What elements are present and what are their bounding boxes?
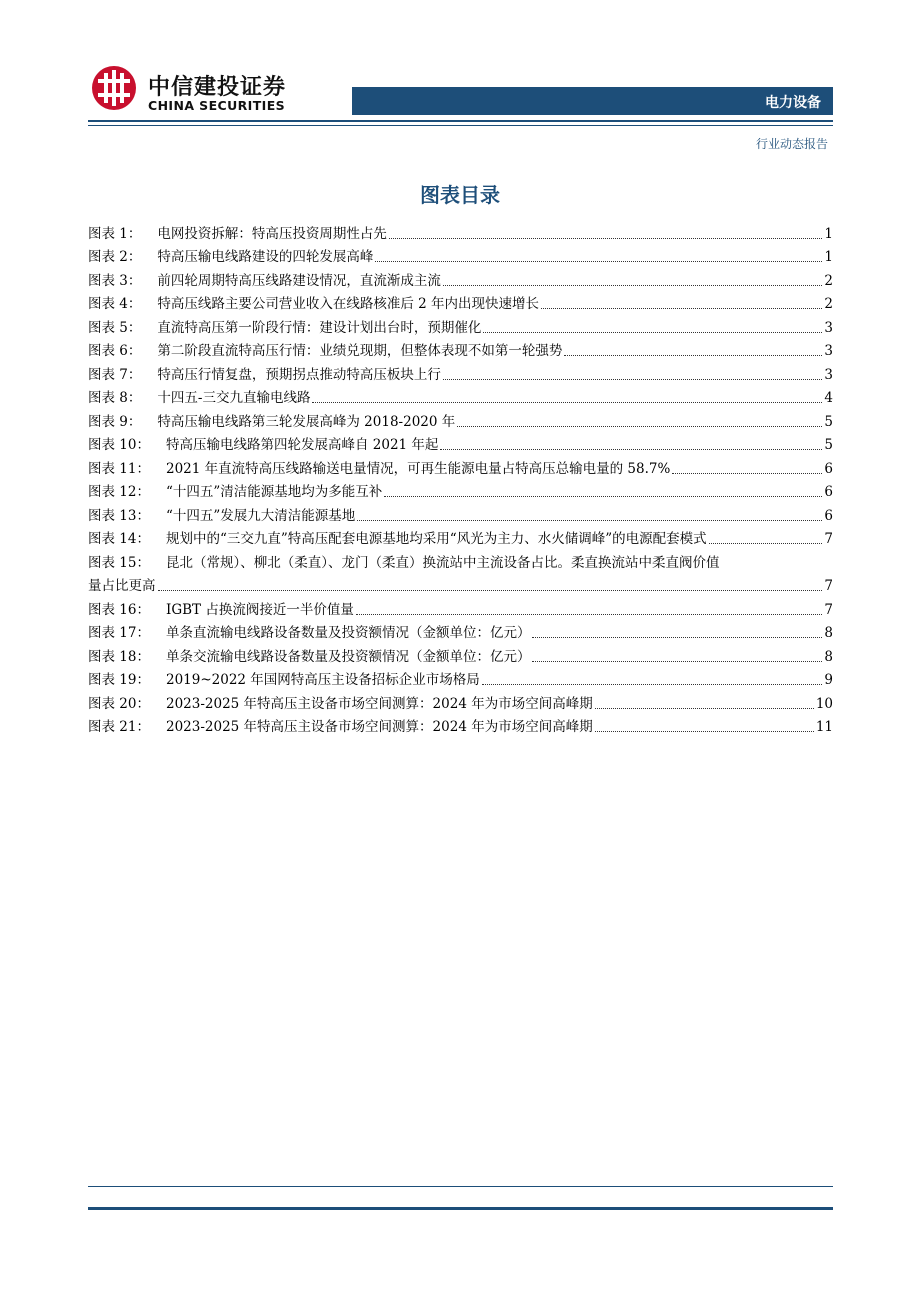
header-divider <box>88 120 833 122</box>
toc-entry-title: “十四五”清洁能源基地均为多能互补 <box>165 484 383 500</box>
toc-entry-title: 特高压行情复盘，预期拐点推动特高压板块上行 <box>157 366 441 383</box>
toc-dot-leader <box>158 590 823 591</box>
sector-label: 电力设备 <box>765 95 821 111</box>
toc-entry[interactable] <box>88 620 833 644</box>
report-type: 行业动态报告 <box>755 137 828 151</box>
toc-title: 图表目录 <box>420 183 500 207</box>
toc-entry[interactable] <box>88 385 833 409</box>
toc-entry-number: 图表 2： <box>88 249 142 265</box>
toc-entry-title: 规划中的“三交九直”特高压配套电源基地均采用“风光为主力、水火储调峰”的电源配套模式 <box>165 531 707 547</box>
toc-entry-number: 图表 17： <box>88 625 150 641</box>
toc-entry-number: 图表 14： <box>88 531 150 547</box>
toc-entry-title: 特高压输电线路第三轮发展高峰为 2018-2020 年 <box>157 413 456 430</box>
toc-entry-title: 特高压线路主要公司营业收入在线路核准后 2 年内出现快速增长 <box>157 296 540 312</box>
footer-divider <box>88 1207 833 1210</box>
toc-entry-title-continued: 量占比更高 <box>88 578 156 594</box>
toc-entry-page: 2 <box>824 296 833 312</box>
toc-entry-number: 图表 1： <box>88 225 142 242</box>
toc-entry[interactable] <box>88 314 833 338</box>
company-name-cn: 中信建投证券 <box>148 75 287 100</box>
toc-dot-leader <box>384 496 822 497</box>
header-divider-thin <box>88 125 833 126</box>
toc-dot-leader <box>595 731 814 732</box>
toc-entry-page: 6 <box>824 460 833 477</box>
toc-entry[interactable] <box>88 643 833 667</box>
toc-entry-number: 图表 21： <box>88 719 150 735</box>
toc-dot-leader <box>443 285 823 286</box>
toc-entry-number: 图表 20： <box>88 695 150 712</box>
toc-entry[interactable] <box>88 479 833 503</box>
toc-entry[interactable] <box>88 220 833 244</box>
toc-dot-leader <box>457 426 822 427</box>
toc-entry[interactable] <box>88 714 833 738</box>
toc-dot-leader <box>564 355 822 356</box>
toc-dot-leader <box>483 332 822 333</box>
toc-entry-number: 图表 7： <box>88 366 142 383</box>
toc-entry[interactable] <box>88 455 833 479</box>
toc-entry-page: 3 <box>824 366 833 383</box>
toc-entry[interactable] <box>88 667 833 691</box>
toc-entry-page: 1 <box>824 249 833 265</box>
toc-entry-number: 图表 3： <box>88 272 142 289</box>
toc-dot-leader <box>356 614 823 615</box>
toc-entry-number: 图表 10： <box>88 437 150 453</box>
toc-dot-leader <box>672 473 822 474</box>
toc-entry-page: 7 <box>824 601 833 618</box>
company-name-en: CHINA SECURITIES <box>148 98 286 113</box>
toc-entry-title: 十四五-三交九直输电线路 <box>157 390 311 406</box>
toc-dot-leader <box>440 449 822 450</box>
toc-entry-title: 前四轮周期特高压线路建设情况，直流渐成主流 <box>157 272 441 289</box>
toc-entry-continuation[interactable] <box>88 573 833 597</box>
toc-entry-title: 电网投资拆解：特高压投资周期性占先 <box>157 225 387 242</box>
toc-entry-title: 2023-2025 年特高压主设备市场空间测算：2024 年为市场空间高峰期 <box>165 695 593 712</box>
toc-dot-leader <box>595 708 814 709</box>
toc-entry-number: 图表 13： <box>88 507 150 524</box>
toc-entry[interactable] <box>88 338 833 362</box>
toc-entry-page: 9 <box>824 672 833 688</box>
toc-entry-page: 7 <box>824 531 833 547</box>
toc-entry-title: 第二阶段直流特高压行情：业绩兑现期，但整体表现不如第一轮强势 <box>157 343 563 359</box>
toc-entry[interactable] <box>88 549 833 573</box>
toc-entry-page: 1 <box>824 225 833 242</box>
toc-entry-page: 8 <box>824 648 833 665</box>
toc-entry-title: 特高压输电线路建设的四轮发展高峰 <box>157 249 374 265</box>
company-logo <box>90 64 310 120</box>
toc-entry-number: 图表 19： <box>88 672 150 688</box>
toc-entry-title: 直流特高压第一阶段行情：建设计划出台时，预期催化 <box>157 319 482 336</box>
toc-dot-leader <box>532 661 822 662</box>
toc-entry-number: 图表 18： <box>88 648 150 665</box>
toc-entry-page: 6 <box>824 484 833 500</box>
toc-entry-page: 3 <box>824 343 833 359</box>
toc-entry-number: 图表 9： <box>88 413 142 430</box>
toc-dot-leader <box>375 261 822 262</box>
toc-entry-page: 3 <box>824 319 833 336</box>
footer-divider-thin <box>88 1186 833 1187</box>
toc-entry-title: 昆北（常规）、柳北（柔直）、龙门（柔直）换流站中主流设备占比。柔直换流站中柔直阀价值 <box>165 554 720 571</box>
toc-dot-leader <box>389 238 823 239</box>
toc-entry-title: IGBT 占换流阀接近一半价值量 <box>165 601 354 618</box>
toc-entry[interactable] <box>88 596 833 620</box>
toc-dot-leader <box>357 520 822 521</box>
table-of-figures <box>88 220 833 737</box>
toc-entry-page: 7 <box>824 578 833 594</box>
toc-entry-number: 图表 4： <box>88 296 142 312</box>
sector-banner <box>352 87 833 115</box>
toc-entry-number: 图表 12： <box>88 484 150 500</box>
toc-entry[interactable] <box>88 690 833 714</box>
toc-entry-number: 图表 15： <box>88 554 150 571</box>
toc-entry[interactable] <box>88 291 833 315</box>
toc-entry-number: 图表 16： <box>88 601 150 618</box>
toc-entry-page: 4 <box>824 390 833 406</box>
toc-entry[interactable] <box>88 267 833 291</box>
toc-entry-number: 图表 8： <box>88 390 142 406</box>
toc-entry-title: 2021 年直流特高压线路输送电量情况，可再生能源电量占特高压总输电量的 58.7% <box>165 460 671 477</box>
company-logo-mark <box>90 64 138 112</box>
toc-entry-page: 6 <box>824 507 833 524</box>
toc-dot-leader <box>443 379 823 380</box>
toc-entry[interactable] <box>88 244 833 268</box>
toc-entry-page: 8 <box>824 625 833 641</box>
toc-dot-leader <box>709 543 823 544</box>
toc-dot-leader <box>312 402 822 403</box>
toc-entry-number: 图表 11： <box>88 460 150 477</box>
toc-entry-title: 单条直流输电线路设备数量及投资额情况（金额单位：亿元） <box>165 625 531 641</box>
toc-entry-title: 特高压输电线路第四轮发展高峰自 2021 年起 <box>165 437 439 453</box>
toc-entry-title: “十四五”发展九大清洁能源基地 <box>165 507 356 524</box>
toc-entry-page: 5 <box>824 437 833 453</box>
toc-entry-number: 图表 6： <box>88 343 142 359</box>
toc-entry[interactable] <box>88 432 833 456</box>
toc-dot-leader <box>482 684 823 685</box>
toc-entry-page: 2 <box>824 272 833 289</box>
toc-entry[interactable] <box>88 526 833 550</box>
toc-entry-number: 图表 5： <box>88 319 142 336</box>
toc-entry-title: 单条交流输电线路设备数量及投资额情况（金额单位：亿元） <box>165 648 531 665</box>
toc-entry[interactable] <box>88 408 833 432</box>
toc-entry[interactable] <box>88 502 833 526</box>
toc-entry-title: 2023-2025 年特高压主设备市场空间测算：2024 年为市场空间高峰期 <box>165 719 593 735</box>
toc-entry-page: 10 <box>815 695 833 712</box>
toc-dot-leader <box>541 308 822 309</box>
toc-entry[interactable] <box>88 361 833 385</box>
toc-entry-page: 11 <box>815 719 833 735</box>
toc-entry-page: 5 <box>824 413 833 430</box>
toc-entry-title: 2019~2022 年国网特高压主设备招标企业市场格局 <box>165 672 480 688</box>
toc-dot-leader <box>532 637 822 638</box>
